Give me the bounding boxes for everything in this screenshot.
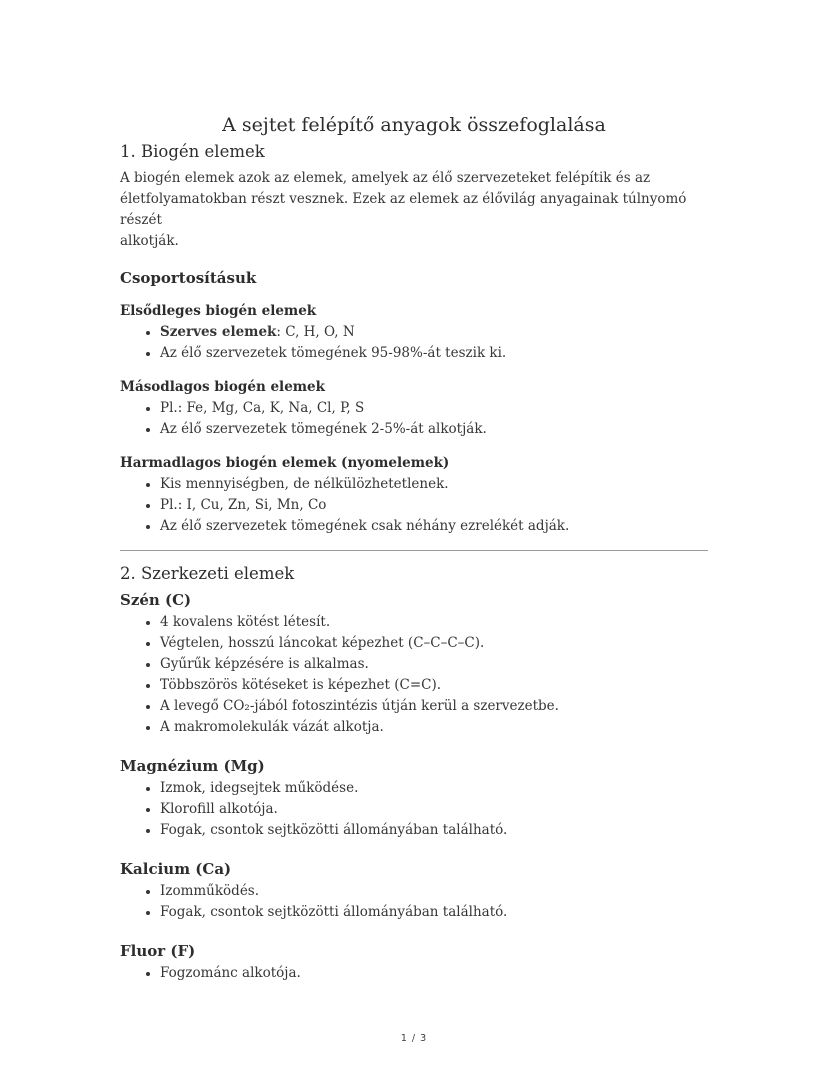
list-item	[160, 675, 708, 696]
list-item	[160, 612, 708, 633]
list-item	[160, 398, 708, 419]
bullet-list	[120, 322, 708, 364]
group-title: Fluor (F)	[120, 942, 196, 960]
list-item	[160, 778, 708, 799]
document-content	[120, 112, 708, 984]
list-item	[160, 963, 708, 984]
element-group	[120, 941, 708, 984]
element-group	[120, 302, 708, 364]
section-heading: 1. Biogén elemek	[120, 142, 265, 161]
list-item	[160, 343, 708, 364]
list-item	[160, 474, 708, 495]
paragraph-line: A biogén elemek azok az elemek, amelyek az élő szervezeteket felépítik és az	[120, 170, 651, 186]
list-item	[160, 820, 708, 841]
bullet-list	[120, 398, 708, 440]
section-heading: 2. Szerkezeti elemek	[120, 564, 295, 583]
bullet-list	[120, 881, 708, 923]
list-item-text: Végtelen, hosszú láncokat képezhet (C–C–C–C).	[160, 635, 485, 651]
list-item-text: Az élő szervezetek tömegének 95-98%-át teszik ki.	[160, 345, 507, 361]
element-groups	[120, 302, 708, 537]
element-group	[120, 378, 708, 440]
list-item-bold-text: Szerves elemek	[160, 324, 277, 340]
list-item-text: Kis mennyiségben, de nélkülözhetetlenek.	[160, 476, 449, 492]
list-item-text: 4 kovalens kötést létesít.	[160, 614, 331, 630]
paragraph-line: életfolyamatokban részt vesznek. Ezek az elemek az élővilág anyagainak túlnyomó részét	[120, 191, 687, 228]
list-item-text: Gyűrűk képzésére is alkalmas.	[160, 656, 369, 672]
list-item	[160, 419, 708, 440]
element-group	[120, 859, 708, 923]
list-item	[160, 696, 708, 717]
list-item	[160, 881, 708, 902]
list-item-text: Klorofill alkotója.	[160, 801, 278, 817]
page-number: 1 / 3	[400, 1033, 428, 1044]
list-item	[160, 654, 708, 675]
list-item-text: A makromolekulák vázát alkotja.	[160, 719, 384, 735]
section-biogen-elemek	[120, 141, 708, 537]
list-item	[160, 322, 708, 343]
group-title: Elsődleges biogén elemek	[120, 303, 317, 319]
list-item-text: Az élő szervezetek tömegének csak néhány ezrelékét adják.	[160, 518, 570, 534]
element-group	[120, 590, 708, 738]
section-szerkezeti-elemek	[120, 563, 708, 984]
list-item-text: Pl.: Fe, Mg, Ca, K, Na, Cl, P, S	[160, 400, 365, 416]
element-group	[120, 756, 708, 841]
list-item	[160, 799, 708, 820]
element-groups	[120, 590, 708, 984]
list-item-text: Izomműködés.	[160, 883, 260, 899]
bullet-list	[120, 612, 708, 738]
group-title: Harmadlagos biogén elemek (nyomelemek)	[120, 455, 450, 471]
document-title: A sejtet felépítő anyagok összefoglalása	[222, 114, 606, 136]
list-item-text: Izmok, idegsejtek működése.	[160, 780, 359, 796]
list-item-text: A levegő CO₂-jából fotoszintézis útján kerül a szervezetbe.	[160, 698, 559, 714]
list-item-text: : C, H, O, N	[276, 324, 355, 340]
list-item-text: Fogzománc alkotója.	[160, 965, 301, 981]
group-title: Kalcium (Ca)	[120, 860, 232, 878]
list-item	[160, 633, 708, 654]
list-item	[160, 902, 708, 923]
list-item-text: Pl.: I, Cu, Zn, Si, Mn, Co	[160, 497, 327, 513]
section-divider	[120, 550, 708, 551]
list-item	[160, 717, 708, 738]
bullet-list	[120, 474, 708, 537]
group-title: Magnézium (Mg)	[120, 757, 265, 775]
paragraph-line: alkotják.	[120, 233, 179, 249]
list-item-text: Többszörös kötéseket is képezhet (C=C).	[160, 677, 442, 693]
intro-paragraph	[120, 168, 708, 252]
list-item	[160, 516, 708, 537]
group-title: Másodlagos biogén elemek	[120, 379, 326, 395]
bullet-list	[120, 778, 708, 841]
subsection-heading: Csoportosításuk	[120, 269, 257, 287]
bullet-list	[120, 963, 708, 984]
list-item	[160, 495, 708, 516]
list-item-text: Az élő szervezetek tömegének 2-5%-át alkotják.	[160, 421, 487, 437]
list-item-text: Fogak, csontok sejtközötti állományában található.	[160, 904, 508, 920]
list-item-text: Fogak, csontok sejtközötti állományában található.	[160, 822, 508, 838]
group-title: Szén (C)	[120, 591, 192, 609]
element-group	[120, 454, 708, 537]
